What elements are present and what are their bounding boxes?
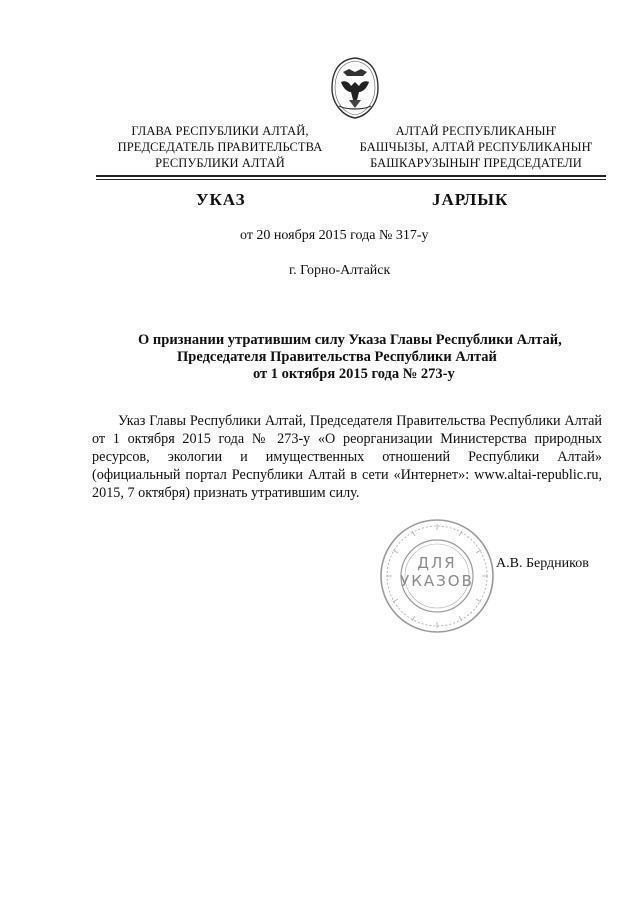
header-right-line-3: БАШКАРУЗЫНЫҤ ПРЕДСЕДАТЕЛИ (370, 156, 582, 170)
doc-type-alt: ЈАРЛЫК (432, 190, 509, 209)
header-right-line-2: БАШЧЫЗЫ, АЛТАЙ РЕСПУБЛИКАНЫҤ (359, 140, 593, 154)
header-right-line-1: АЛТАЙ РЕСПУБЛИКАНЫҤ (395, 124, 557, 138)
header-left-line-2: ПРЕДСЕДАТЕЛЬ ПРАВИТЕЛЬСТВА (117, 140, 323, 154)
header-left (100, 123, 340, 171)
body-paragraph: Указ Главы Республики Алтай, Председателя Правительства Республики Алтай от 1 октября 2015 года № 273-у «О реорганизации Министерства природных ресурсов, экологии и имущественных отношений Республики Алтай» (официальный портал Республики Алтай в сети «Интернет»: www.altai-republic.ru, 2015, 7 октября) признать утратившим силу. (92, 413, 602, 501)
stamp-line-2: УКАЗОВ (400, 572, 474, 590)
body-text (92, 412, 602, 502)
stamp-line-1: ДЛЯ (417, 554, 457, 572)
signature: А.В. Бердников (496, 556, 589, 571)
header-rule-thick (96, 175, 606, 177)
stamp (377, 516, 497, 636)
date-line: от 20 ноября 2015 года № 317-у (240, 228, 429, 243)
doc-type-ru: УКАЗ (196, 190, 246, 209)
header-left-line-1: ГЛАВА РЕСПУБЛИКИ АЛТАЙ, (131, 124, 309, 138)
title-line-2: Председателя Правительства Республики Алтай (177, 349, 497, 365)
header-right (356, 123, 596, 171)
header-rule-thin (96, 179, 606, 180)
header-left-line-3: РЕСПУБЛИКИ АЛТАЙ (155, 156, 285, 170)
coat-of-arms-icon (327, 56, 383, 120)
emblem (327, 56, 383, 120)
title-line-3: от 1 октября 2015 года № 273-у (253, 366, 455, 382)
document-title (90, 332, 610, 383)
title-line-1: О признании утратившим силу Указа Главы Республики Алтай, (138, 332, 562, 348)
city: г. Горно-Алтайск (289, 263, 391, 278)
